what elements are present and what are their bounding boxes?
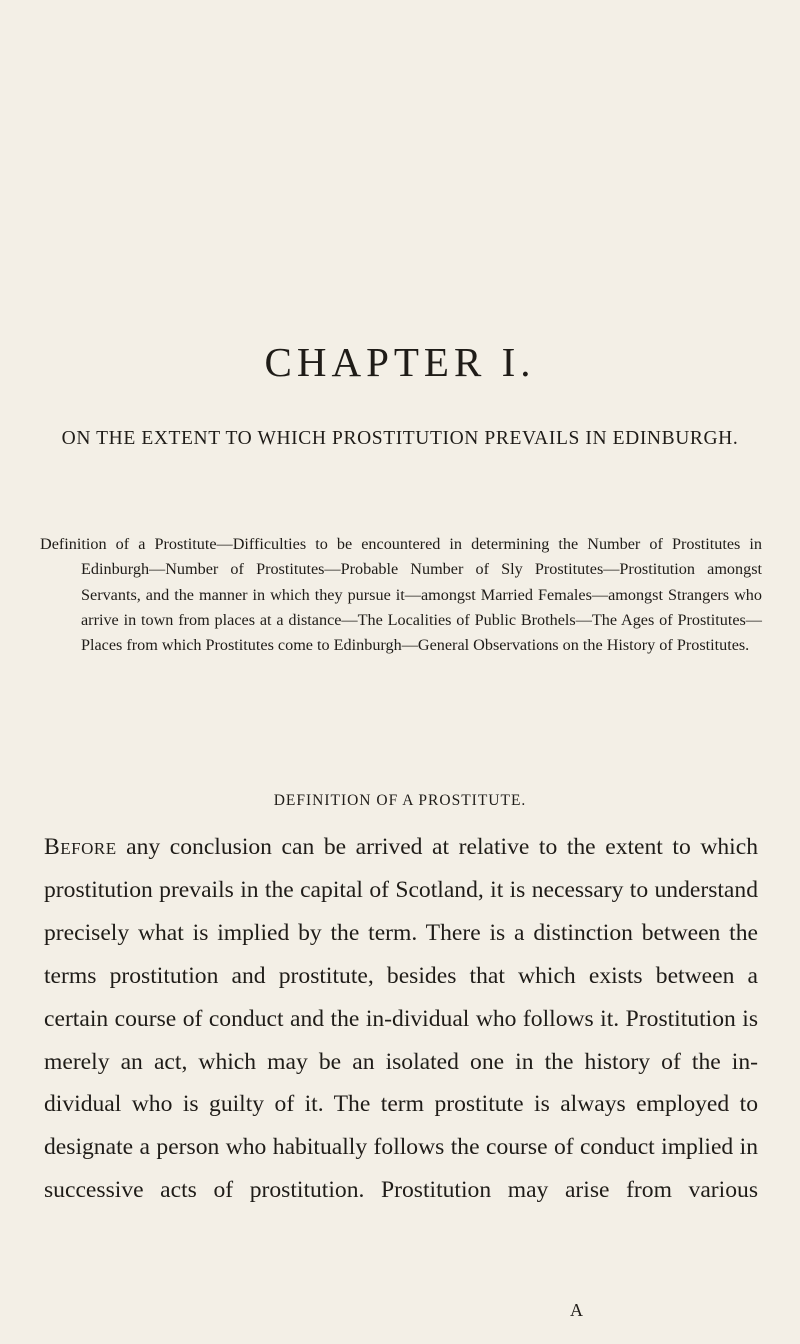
opening-word: Before [44, 834, 117, 860]
body-text [44, 826, 758, 1212]
chapter-subtitle: ON THE EXTENT TO WHICH PROSTITUTION PREVAILS IN EDINBURGH. [61, 428, 739, 449]
body-paragraph [44, 826, 758, 1212]
paragraph-text: any conclusion can be arrived at relative to the extent to which prostitution prevails in the capital of Scotland, it is necessary to understand precisely what is implied by the term. There is a distinction between the terms prostitution and prostitute, besides that which exists between a certain course of conduct and the in-dividual who follows it. Prostitution is merely an act, which may be an isolated one in the history of the in-dividual who is guilty of it. The term prostitute is always employed to designate a person who habitually follows the course of conduct implied in successive acts of prostitution. Prostitution may arise from various [44, 834, 758, 1204]
synopsis-text: Definition of a Prostitute—Difficulties to be encountered in determining the Number of Prostitutes in Edinburgh—Number of Prostitutes—Probable Number of Sly Prostitutes—Prostitution amongst Servants, and the manner in which they pursue it—amongst Married Females—amongst Strangers who arrive in town from places at a distance—The Localities of Public Brothels—The Ages of Prostitutes—Places from which Prostitutes come to Edinburgh—General Observations on the History of Prostitutes. [40, 535, 762, 655]
chapter-title: CHAPTER I. [264, 339, 536, 385]
chapter-synopsis [40, 532, 762, 658]
section-heading: DEFINITION OF A PROSTITUTE. [273, 792, 527, 809]
signature-mark: A [570, 1300, 583, 1320]
